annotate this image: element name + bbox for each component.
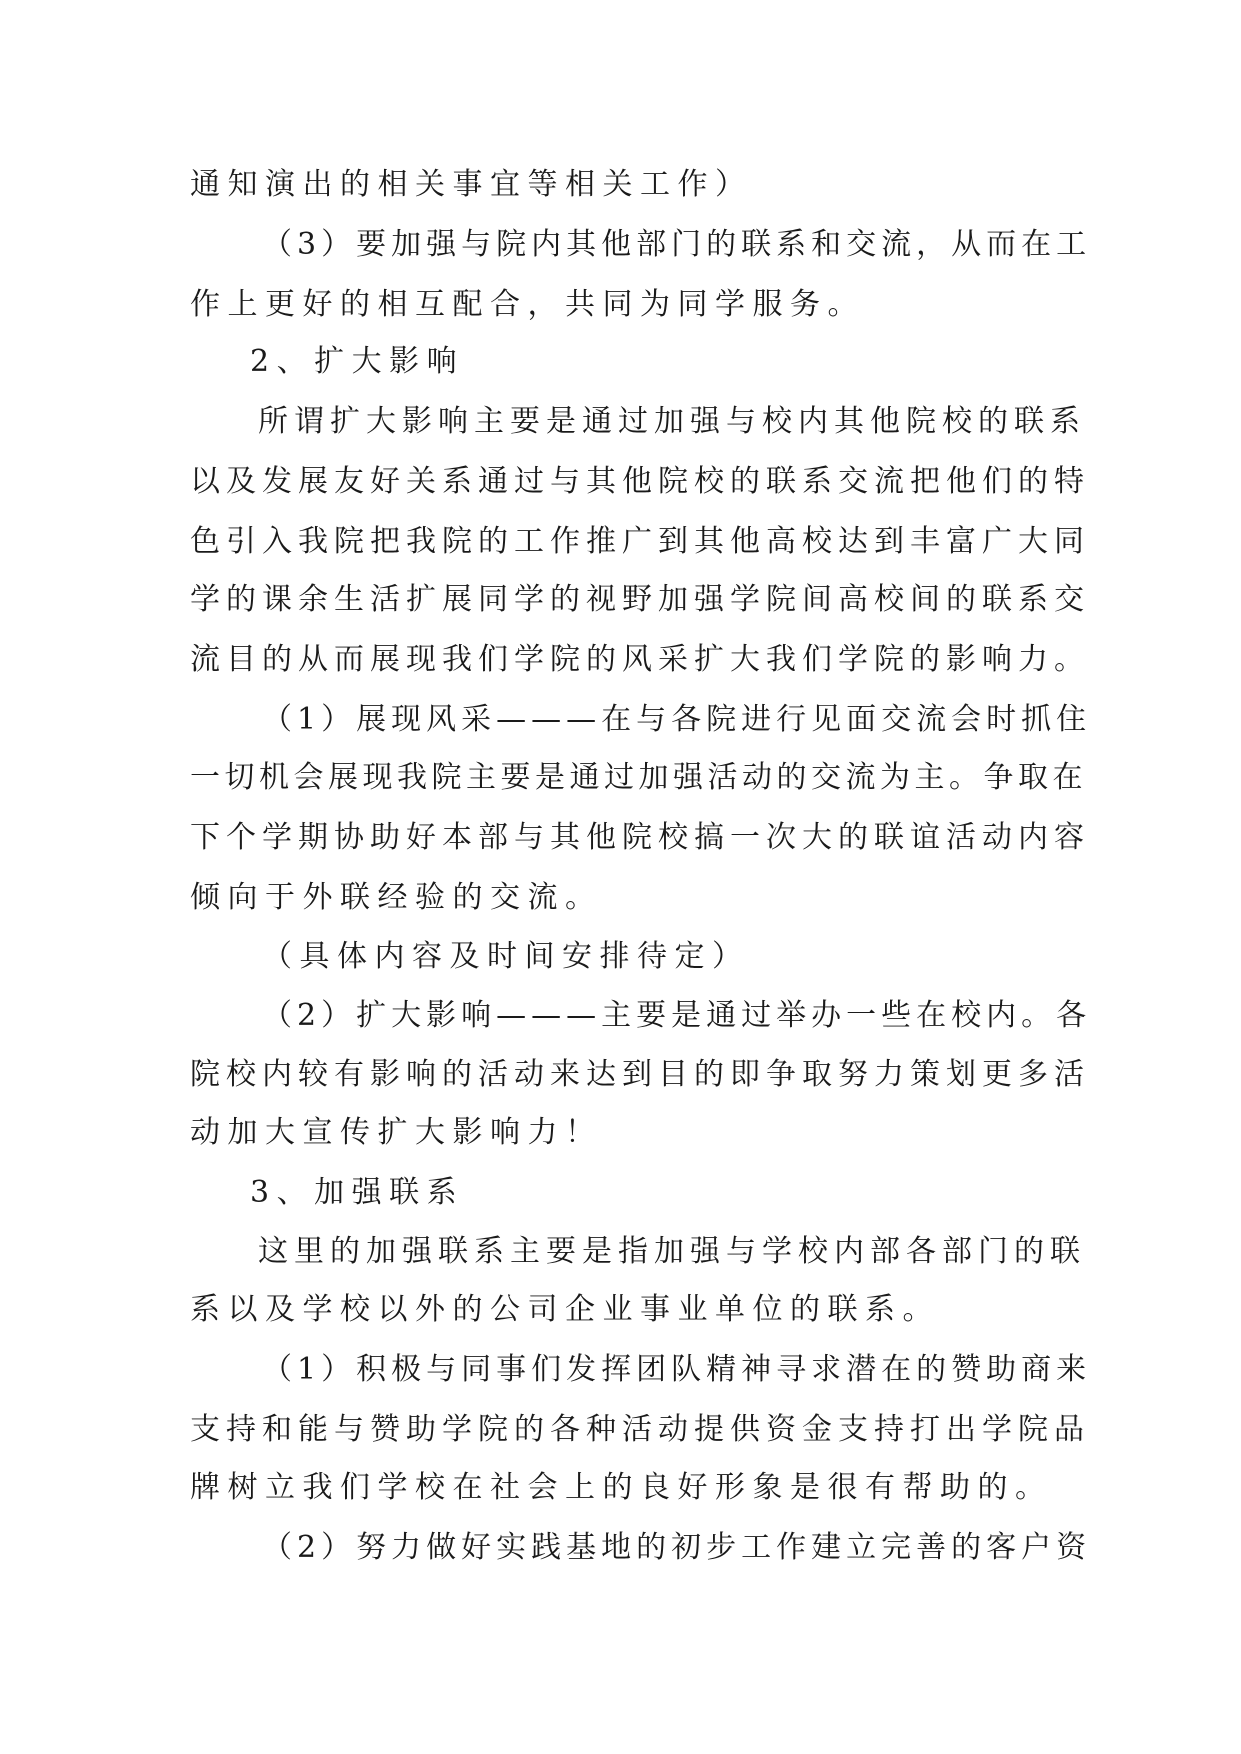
text-line: 所谓扩大影响主要是通过加强与校内其他院校的联系 bbox=[258, 404, 1086, 439]
text-line: 院校内较有影响的活动来达到目的即争取努力策划更多活 bbox=[190, 1057, 1090, 1092]
text-line: （具体内容及时间安排待定） bbox=[262, 939, 750, 974]
section-heading: 2、扩大影响 bbox=[250, 344, 465, 379]
text-line: 流目的从而展现我们学院的风采扩大我们学院的影响力。 bbox=[190, 642, 1090, 677]
text-line: 以及发展友好关系通过与其他院校的联系交流把他们的特 bbox=[190, 464, 1090, 499]
text-line: 倾向于外联经验的交流。 bbox=[190, 880, 603, 915]
text-line: 一切机会展现我院主要是通过加强活动的交流为主。争取在 bbox=[190, 760, 1087, 795]
text-line: （2）扩大影响———主要是通过举办一些在校内。各 bbox=[262, 998, 1092, 1033]
text-line: 这里的加强联系主要是指加强与学校内部各部门的联 bbox=[258, 1234, 1086, 1269]
text-line: （1）积极与同事们发挥团队精神寻求潜在的赞助商来 bbox=[262, 1352, 1092, 1387]
text-line: 下个学期协助好本部与其他院校搞一次大的联谊活动内容 bbox=[190, 820, 1090, 855]
text-line: （2）努力做好实践基地的初步工作建立完善的客户资 bbox=[262, 1530, 1092, 1565]
text-line: （3）要加强与院内其他部门的联系和交流，从而在工 bbox=[262, 227, 1092, 262]
text-line: 系以及学校以外的公司企业事业单位的联系。 bbox=[190, 1292, 940, 1327]
text-line: 通知演出的相关事宜等相关工作） bbox=[190, 167, 753, 202]
text-line: 作上更好的相互配合，共同为同学服务。 bbox=[190, 287, 865, 322]
text-line: （1）展现风采———在与各院进行见面交流会时抓住 bbox=[262, 702, 1092, 737]
text-line: 色引入我院把我院的工作推广到其他高校达到丰富广大同 bbox=[190, 524, 1090, 559]
text-line: 学的课余生活扩展同学的视野加强学院间高校间的联系交 bbox=[190, 582, 1090, 617]
text-line: 支持和能与赞助学院的各种活动提供资金支持打出学院品 bbox=[190, 1412, 1090, 1447]
section-heading: 3、加强联系 bbox=[250, 1175, 465, 1210]
text-line: 动加大宣传扩大影响力！ bbox=[190, 1115, 603, 1150]
text-line: 牌树立我们学校在社会上的良好形象是很有帮助的。 bbox=[190, 1470, 1053, 1505]
